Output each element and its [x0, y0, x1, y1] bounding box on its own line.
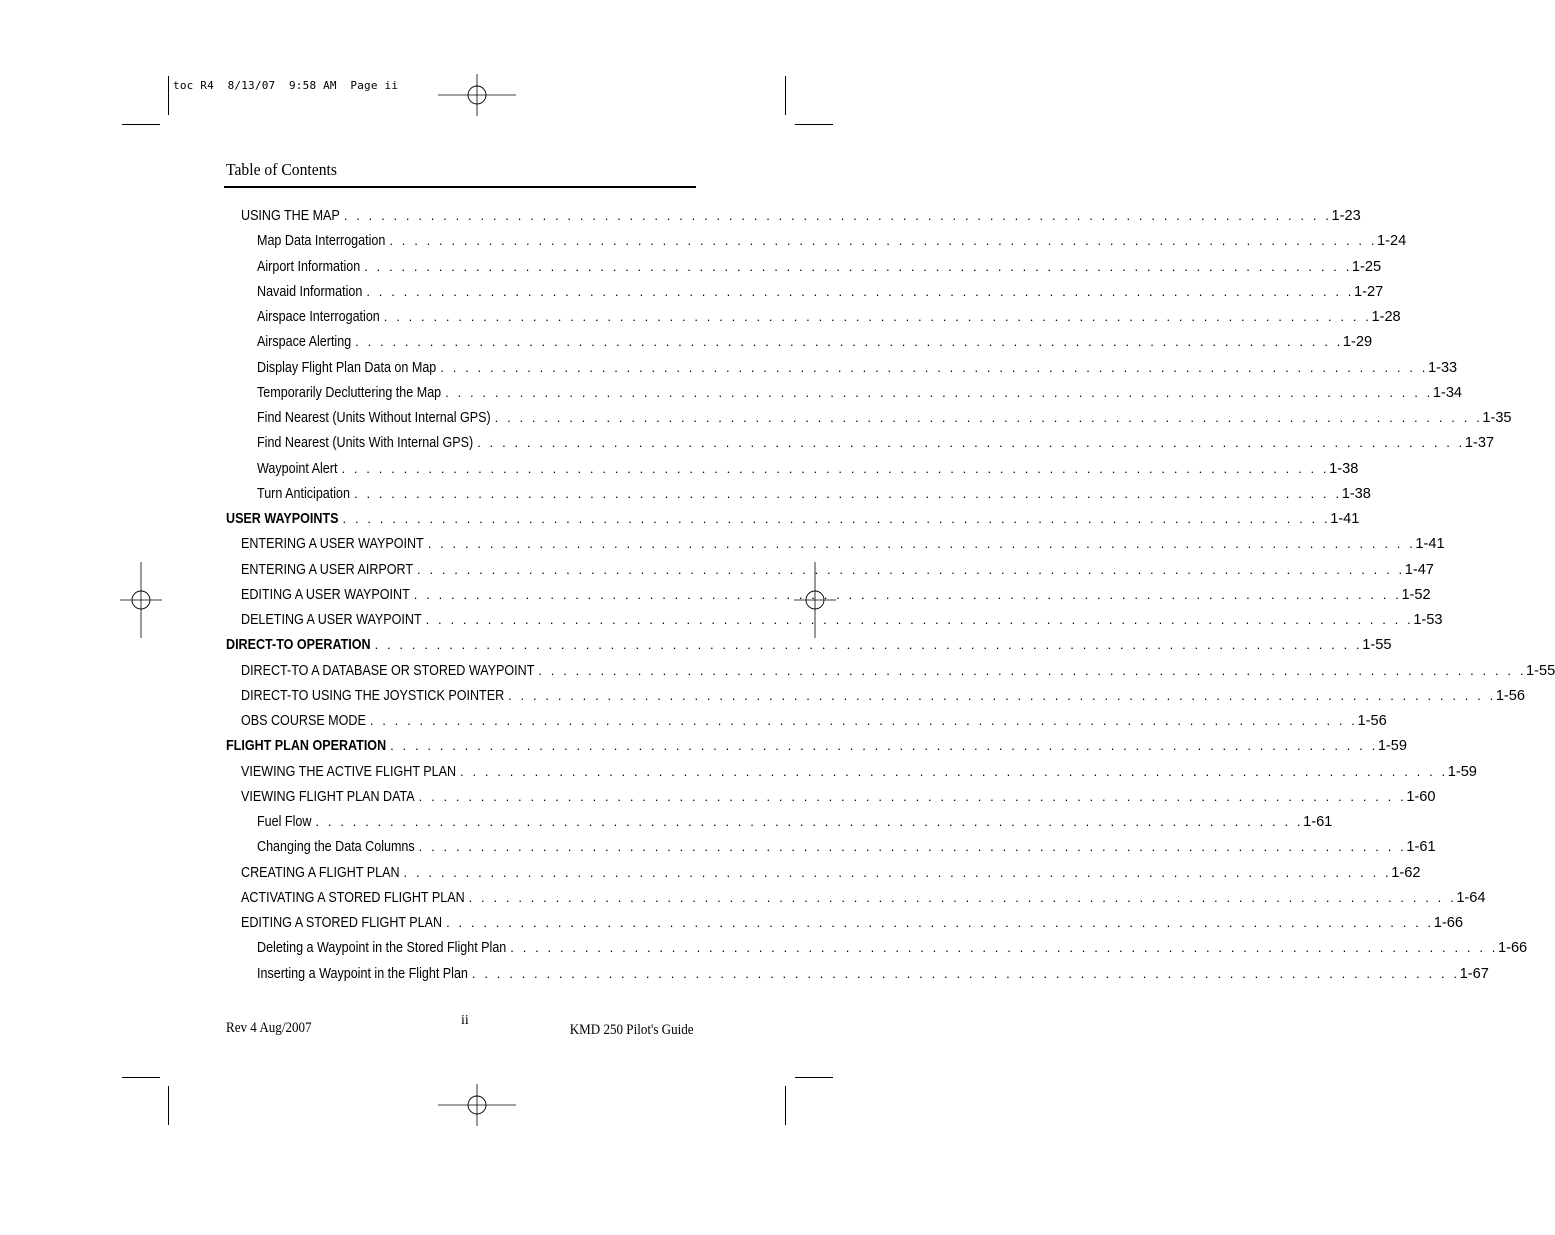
toc-entry	[226, 511, 1360, 533]
toc-entry-page: 1-66	[1433, 915, 1463, 931]
toc-entry-title: Temporarily Decluttering the Map	[257, 384, 442, 401]
toc-dot-leader: . . . . . . . . . . . . . . . . . . . . . . . . . . . . . . . . . . . . . . . . . . . . . . . . . . . . . . . . . . . . . . . . . . . . . . . . . . . . . . . .	[460, 763, 1448, 779]
toc-entry-title: EDITING A USER WAYPOINT	[241, 586, 410, 603]
footer-guide-title: KMD 250 Pilot's Guide	[570, 1022, 694, 1038]
toc-entry-page: 1-38	[1329, 460, 1359, 477]
toc-entry-page: 1-61	[1406, 839, 1436, 856]
toc-entry	[257, 359, 1458, 382]
toc-entry	[241, 915, 1463, 937]
toc-dot-leader: . . . . . . . . . . . . . . . . . . . . . . . . . . . . . . . . . . . . . . . . . . . . . . . . . . . . . . . . . . . . . . . . . . . . . . . . . . . . . . . .	[343, 208, 1332, 223]
toc-entry-title: VIEWING THE ACTIVE FLIGHT PLAN	[241, 763, 457, 780]
toc-dot-leader: . . . . . . . . . . . . . . . . . . . . . . . . . . . . . . . . . . . . . . . . . . . . . . . . . . . . . . . . . . . . . . . . . . . . . . . . . . . . . . . .	[425, 612, 1414, 627]
crop-mark-top-left-vertical	[168, 76, 169, 115]
toc-entry	[257, 334, 1373, 356]
crop-mark-top-left-horizontal	[122, 124, 160, 125]
toc-entry-title: CREATING A FLIGHT PLAN	[241, 864, 400, 881]
toc-entry	[241, 612, 1443, 634]
toc-entry-page: 1-35	[1482, 410, 1512, 426]
toc-entry	[257, 460, 1359, 483]
toc-entry-title: EDITING A STORED FLIGHT PLAN	[241, 915, 443, 931]
toc-entry-page: 1-55	[1362, 637, 1392, 654]
toc-entry-page: 1-28	[1371, 309, 1401, 325]
toc-entry	[257, 384, 1463, 407]
crop-mark-bottom-right-vertical	[785, 1086, 786, 1125]
toc-dot-leader: . . . . . . . . . . . . . . . . . . . . . . . . . . . . . . . . . . . . . . . . . . . . . . . . . . . . . . . . . . . . . . . . . . . . . . . . . . . . . . . .	[364, 258, 1352, 274]
toc-entry-page: 1-67	[1459, 965, 1489, 982]
toc-entry-title: USING THE MAP	[241, 208, 340, 224]
toc-dot-leader: . . . . . . . . . . . . . . . . . . . . . . . . . . . . . . . . . . . . . . . . . . . . . . . . . . . . . . . . . . . . . . . . . . . . . . . . . . . . . . . .	[538, 662, 1527, 678]
toc-entry-page: 1-38	[1341, 485, 1371, 502]
toc-entry-title: Display Flight Plan Data on Map	[257, 359, 437, 376]
toc-dot-leader: . . . . . . . . . . . . . . . . . . . . . . . . . . . . . . . . . . . . . . . . . . . . . . . . . . . . . . . . . . . . . . . . . . . . . . . . . . . . . . . .	[369, 713, 1358, 728]
toc-entry-title: Airspace Alerting	[257, 334, 352, 351]
toc-entry-page: 1-34	[1432, 384, 1463, 401]
toc-dot-leader: . . . . . . . . . . . . . . . . . . . . . . . . . . . . . . . . . . . . . . . . . . . . . . . . . . . . . . . . . . . . . . . . . . . . . . . . . . . . . . . .	[366, 283, 1355, 299]
crop-mark-bottom-right-horizontal	[795, 1077, 833, 1078]
toc-entry-title: Find Nearest (Units Without Internal GPS)	[257, 410, 491, 426]
toc-entry-title: Inserting a Waypoint in the Flight Plan	[257, 965, 468, 982]
crop-mark-top-right-horizontal	[795, 124, 833, 125]
toc-entry-page: 1-59	[1447, 763, 1477, 780]
toc-dot-leader: . . . . . . . . . . . . . . . . . . . . . . . . . . . . . . . . . . . . . . . . . . . . . . . . . . . . . . . . . . . . . . . . . . . . . . . . . . . . . . . .	[468, 889, 1457, 905]
toc-dot-leader: . . . . . . . . . . . . . . . . . . . . . . . . . . . . . . . . . . . . . . . . . . . . . . . . . . . . . . . . . . . . . . . . . . . . . . . . . . . . . . . .	[383, 309, 1372, 324]
toc-entry	[257, 233, 1407, 255]
toc-entry-title: VIEWING FLIGHT PLAN DATA	[241, 788, 415, 805]
footer-revision: Rev 4 Aug/2007	[226, 1020, 312, 1036]
toc-dot-leader: . . . . . . . . . . . . . . . . . . . . . . . . . . . . . . . . . . . . . . . . . . . . . . . . . . . . . . . . . . . . . . . . . . . . . . . . . . . . . . . .	[413, 586, 1402, 602]
toc-entry	[241, 763, 1477, 786]
toc-dot-leader: . . . . . . . . . . . . . . . . . . . . . . . . . . . . . . . . . . . . . . . . . . . . . . . . . . . . . . . . . . . . . . . . . . . . . . . . . . . . . . . .	[390, 738, 1378, 754]
toc-entry-page: 1-33	[1427, 359, 1458, 376]
toc-entry-page: 1-41	[1330, 511, 1360, 527]
toc-entry	[241, 713, 1387, 735]
toc-entry-page: 1-27	[1354, 283, 1384, 300]
toc-entry-title: DIRECT-TO USING THE JOYSTICK POINTER	[241, 687, 505, 704]
toc-entry	[257, 258, 1382, 281]
page-title: Table of Contents	[226, 160, 337, 179]
toc-dot-leader: . . . . . . . . . . . . . . . . . . . . . . . . . . . . . . . . . . . . . . . . . . . . . . . . . . . . . . . . . . . . . . . . . . . . . . . . . . . . . . . .	[508, 687, 1496, 703]
toc-dot-leader: . . . . . . . . . . . . . . . . . . . . . . . . . . . . . . . . . . . . . . . . . . . . . . . . . . . . . . . . . . . . . . . . . . . . . . . . . . . . . . . .	[315, 814, 1304, 829]
toc-dot-leader: . . . . . . . . . . . . . . . . . . . . . . . . . . . . . . . . . . . . . . . . . . . . . . . . . . . . . . . . . . . . . . . . . . . . . . . . . . . . . . . .	[418, 839, 1407, 855]
toc-entry-title: DELETING A USER WAYPOINT	[241, 612, 422, 628]
toc-entry-title: DIRECT-TO OPERATION	[226, 637, 371, 654]
header-rule	[224, 186, 696, 188]
toc-entry	[257, 839, 1436, 861]
registration-mark-left-icon	[120, 562, 162, 638]
toc-entry	[241, 561, 1434, 584]
toc-entry-page: 1-37	[1464, 435, 1495, 452]
toc-entry-page: 1-56	[1357, 713, 1387, 729]
toc-entry	[257, 485, 1371, 508]
toc-entry-title: Map Data Interrogation	[257, 233, 386, 250]
toc-dot-leader: . . . . . . . . . . . . . . . . . . . . . . . . . . . . . . . . . . . . . . . . . . . . . . . . . . . . . . . . . . . . . . . . . . . . . . . . . . . . . . . .	[446, 915, 1434, 930]
toc-dot-leader: . . . . . . . . . . . . . . . . . . . . . . . . . . . . . . . . . . . . . . . . . . . . . . . . . . . . . . . . . . . . . . . . . . . . . . . . . . . . . . . .	[341, 460, 1330, 476]
toc-entry-title: OBS COURSE MODE	[241, 713, 366, 729]
toc-dot-leader: . . . . . . . . . . . . . . . . . . . . . . . . . . . . . . . . . . . . . . . . . . . . . . . . . . . . . . . . . . . . . . . . . . . . . . . . . . . . . . . .	[471, 965, 1460, 981]
toc-dot-leader: . . . . . . . . . . . . . . . . . . . . . . . . . . . . . . . . . . . . . . . . . . . . . . . . . . . . . . . . . . . . . . . . . . . . . . . . . . . . . . . .	[440, 359, 1428, 375]
toc-entry-title: Deleting a Waypoint in the Stored Flight Plan	[257, 940, 507, 957]
toc-entry	[241, 208, 1361, 230]
toc-dot-leader: . . . . . . . . . . . . . . . . . . . . . . . . . . . . . . . . . . . . . . . . . . . . . . . . . . . . . . . . . . . . . . . . . . . . . . . . . . . . . . . .	[417, 561, 1405, 577]
toc-entry	[257, 965, 1489, 988]
footer-page-number: ii	[461, 1013, 469, 1028]
toc-entry-page: 1-47	[1404, 561, 1434, 578]
toc-entry-page: 1-25	[1351, 258, 1382, 275]
toc-dot-leader: . . . . . . . . . . . . . . . . . . . . . . . . . . . . . . . . . . . . . . . . . . . . . . . . . . . . . . . . . . . . . . . . . . . . . . . . . . . . . . . .	[418, 788, 1407, 804]
toc-entry	[241, 788, 1436, 811]
toc-entry-page: 1-52	[1401, 586, 1431, 603]
toc-entry-page: 1-53	[1413, 612, 1443, 628]
toc-dot-leader: . . . . . . . . . . . . . . . . . . . . . . . . . . . . . . . . . . . . . . . . . . . . . . . . . . . . . . . . . . . . . . . . . . . . . . . . . . . . . . . .	[510, 940, 1498, 956]
toc-entry	[241, 889, 1486, 912]
toc-entry-page: 1-55	[1526, 662, 1555, 679]
toc-dot-leader: . . . . . . . . . . . . . . . . . . . . . . . . . . . . . . . . . . . . . . . . . . . . . . . . . . . . . . . . . . . . . . . . . . . . . . . . . . . . . . . .	[342, 511, 1331, 526]
crop-mark-bottom-left-vertical	[168, 1086, 169, 1125]
toc-entry-title: Waypoint Alert	[257, 460, 338, 477]
toc-entry-page: 1-24	[1377, 233, 1407, 250]
toc-entry	[241, 864, 1421, 887]
toc-dot-leader: . . . . . . . . . . . . . . . . . . . . . . . . . . . . . . . . . . . . . . . . . . . . . . . . . . . . . . . . . . . . . . . . . . . . . . . . . . . . . . . .	[374, 637, 1363, 653]
crop-mark-bottom-left-horizontal	[122, 1077, 160, 1078]
toc-entry-title: ENTERING A USER WAYPOINT	[241, 536, 424, 553]
toc-entry-title: FLIGHT PLAN OPERATION	[226, 738, 387, 755]
toc-entry-page: 1-61	[1303, 814, 1333, 830]
toc-entry	[226, 637, 1392, 659]
toc-entry-title: Turn Anticipation	[257, 485, 351, 502]
toc-entry	[241, 536, 1445, 558]
print-slug: toc R4 8/13/07 9:58 AM Page ii	[173, 79, 399, 92]
toc-entry-title: Find Nearest (Units With Internal GPS)	[257, 435, 474, 452]
toc-dot-leader: . . . . . . . . . . . . . . . . . . . . . . . . . . . . . . . . . . . . . . . . . . . . . . . . . . . . . . . . . . . . . . . . . . . . . . . . . . . . . . . .	[355, 334, 1343, 350]
toc-entry	[257, 940, 1528, 962]
toc-entry	[257, 814, 1333, 836]
toc-dot-leader: . . . . . . . . . . . . . . . . . . . . . . . . . . . . . . . . . . . . . . . . . . . . . . . . . . . . . . . . . . . . . . . . . . . . . . . . . . . . . . . .	[427, 536, 1416, 552]
toc-dot-leader: . . . . . . . . . . . . . . . . . . . . . . . . . . . . . . . . . . . . . . . . . . . . . . . . . . . . . . . . . . . . . . . . . . . . . . . . . . . . . . . .	[445, 384, 1433, 400]
toc-dot-leader: . . . . . . . . . . . . . . . . . . . . . . . . . . . . . . . . . . . . . . . . . . . . . . . . . . . . . . . . . . . . . . . . . . . . . . . . . . . . . . . .	[477, 435, 1465, 451]
crop-mark-top-right-vertical	[785, 76, 786, 115]
toc-entry	[257, 435, 1495, 457]
toc-entry-page: 1-66	[1497, 940, 1528, 957]
toc-entry-title: Airport Information	[257, 258, 361, 275]
toc-entry-title: ENTERING A USER AIRPORT	[241, 561, 414, 578]
toc-entry	[257, 309, 1401, 331]
toc-entry-page: 1-56	[1495, 687, 1526, 704]
toc-entry-page: 1-59	[1377, 738, 1408, 755]
toc-entry-page: 1-60	[1406, 788, 1436, 805]
toc-entry	[257, 410, 1512, 432]
toc-entry-title: Airspace Interrogation	[257, 309, 380, 325]
toc-entry	[241, 662, 1555, 685]
toc-entry	[241, 586, 1431, 609]
toc-entry-title: Fuel Flow	[257, 814, 312, 830]
toc-entry-title: USER WAYPOINTS	[226, 511, 339, 527]
toc-entry-page: 1-62	[1391, 864, 1421, 881]
toc-entry	[257, 283, 1384, 306]
toc-dot-leader: . . . . . . . . . . . . . . . . . . . . . . . . . . . . . . . . . . . . . . . . . . . . . . . . . . . . . . . . . . . . . . . . . . . . . . . . . . . . . . . .	[354, 485, 1342, 501]
toc-entry	[241, 687, 1526, 710]
toc-dot-leader: . . . . . . . . . . . . . . . . . . . . . . . . . . . . . . . . . . . . . . . . . . . . . . . . . . . . . . . . . . . . . . . . . . . . . . . . . . . . . . . .	[389, 233, 1378, 249]
toc-entry-page: 1-64	[1456, 889, 1486, 906]
toc-dot-leader: . . . . . . . . . . . . . . . . . . . . . . . . . . . . . . . . . . . . . . . . . . . . . . . . . . . . . . . . . . . . . . . . . . . . . . . . . . . . . . . .	[403, 864, 1392, 880]
toc-entry-page: 1-41	[1415, 536, 1445, 553]
toc-entry-title: ACTIVATING A STORED FLIGHT PLAN	[241, 889, 465, 906]
toc-entry-page: 1-23	[1331, 208, 1361, 224]
registration-mark-bottom-icon	[438, 1084, 516, 1126]
toc-entry	[226, 738, 1408, 760]
toc-entry-page: 1-29	[1342, 334, 1373, 351]
toc-entry-title: Changing the Data Columns	[257, 839, 415, 856]
registration-mark-top-icon	[438, 74, 516, 116]
toc-entry-title: DIRECT-TO A DATABASE OR STORED WAYPOINT	[241, 662, 535, 679]
toc-dot-leader: . . . . . . . . . . . . . . . . . . . . . . . . . . . . . . . . . . . . . . . . . . . . . . . . . . . . . . . . . . . . . . . . . . . . . . . . . . . . . . . .	[494, 410, 1483, 425]
toc-entry-title: Navaid Information	[257, 283, 363, 300]
